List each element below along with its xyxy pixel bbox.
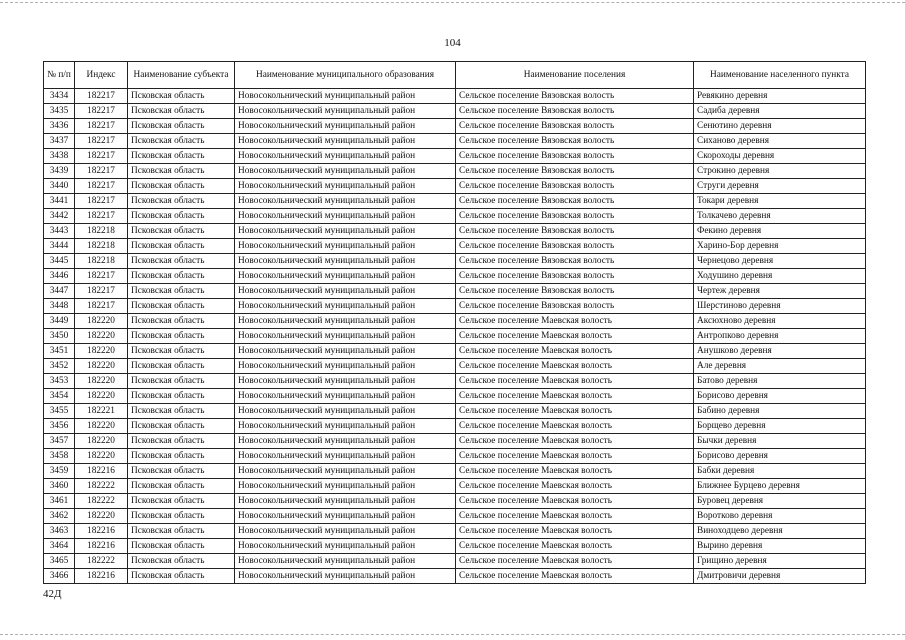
column-header-subject: Наименование субъекта bbox=[128, 62, 235, 89]
municipality-name: Новосокольнический муниципальный район bbox=[235, 509, 456, 524]
row-number: 3451 bbox=[44, 344, 75, 359]
locality-name: Струги деревня bbox=[694, 179, 866, 194]
table-row bbox=[44, 569, 866, 584]
locality-name: Ближнее Бурцево деревня bbox=[694, 479, 866, 494]
table-row bbox=[44, 149, 866, 164]
table-row bbox=[44, 449, 866, 464]
table-row bbox=[44, 554, 866, 569]
row-number: 3440 bbox=[44, 179, 75, 194]
locality-name: Чернецово деревня bbox=[694, 254, 866, 269]
table-row bbox=[44, 374, 866, 389]
row-number: 3449 bbox=[44, 314, 75, 329]
table-row bbox=[44, 479, 866, 494]
subject-name: Псковская область bbox=[128, 299, 235, 314]
municipality-name: Новосокольнический муниципальный район bbox=[235, 134, 456, 149]
settlement-name: Сельское поселение Вязовская волость bbox=[456, 254, 694, 269]
table-row bbox=[44, 344, 866, 359]
locality-name: Шерстиново деревня bbox=[694, 299, 866, 314]
subject-name: Псковская область bbox=[128, 404, 235, 419]
postal-index: 182218 bbox=[75, 239, 128, 254]
table-header-row bbox=[44, 62, 866, 89]
subject-name: Псковская область bbox=[128, 209, 235, 224]
locality-name: Токари деревня bbox=[694, 194, 866, 209]
row-number: 3461 bbox=[44, 494, 75, 509]
locality-name: Анушково деревня bbox=[694, 344, 866, 359]
row-number: 3464 bbox=[44, 539, 75, 554]
column-header-number: № п/п bbox=[44, 62, 75, 89]
locality-name: Ходушино деревня bbox=[694, 269, 866, 284]
municipality-name: Новосокольнический муниципальный район bbox=[235, 449, 456, 464]
postal-index: 182222 bbox=[75, 494, 128, 509]
municipality-name: Новосокольнический муниципальный район bbox=[235, 254, 456, 269]
row-number: 3443 bbox=[44, 224, 75, 239]
column-header-settlement: Наименование поселения bbox=[456, 62, 694, 89]
row-number: 3439 bbox=[44, 164, 75, 179]
locality-name: Грищино деревня bbox=[694, 554, 866, 569]
locality-name: Батово деревня bbox=[694, 374, 866, 389]
locality-name: Харино-Бор деревня bbox=[694, 239, 866, 254]
row-number: 3460 bbox=[44, 479, 75, 494]
subject-name: Псковская область bbox=[128, 284, 235, 299]
municipality-name: Новосокольнический муниципальный район bbox=[235, 359, 456, 374]
settlement-name: Сельское поселение Вязовская волость bbox=[456, 119, 694, 134]
row-number: 3462 bbox=[44, 509, 75, 524]
settlement-name: Сельское поселение Маевская волость bbox=[456, 449, 694, 464]
municipality-name: Новосокольнический муниципальный район bbox=[235, 329, 456, 344]
table-row bbox=[44, 104, 866, 119]
settlement-name: Сельское поселение Вязовская волость bbox=[456, 149, 694, 164]
postal-index: 182222 bbox=[75, 554, 128, 569]
table-row bbox=[44, 524, 866, 539]
settlement-name: Сельское поселение Вязовская волость bbox=[456, 179, 694, 194]
municipality-name: Новосокольнический муниципальный район bbox=[235, 524, 456, 539]
table-row bbox=[44, 434, 866, 449]
page-number: 104 bbox=[444, 37, 461, 49]
municipality-name: Новосокольнический муниципальный район bbox=[235, 494, 456, 509]
table-body bbox=[44, 89, 866, 584]
table-row bbox=[44, 539, 866, 554]
postal-index: 182216 bbox=[75, 569, 128, 584]
subject-name: Псковская область bbox=[128, 254, 235, 269]
locality-name: Воротково деревня bbox=[694, 509, 866, 524]
scan-edge-bottom bbox=[0, 634, 905, 635]
locality-name: Але деревня bbox=[694, 359, 866, 374]
subject-name: Псковская область bbox=[128, 179, 235, 194]
settlement-name: Сельское поселение Вязовская волость bbox=[456, 269, 694, 284]
postal-index: 182216 bbox=[75, 539, 128, 554]
municipality-name: Новосокольнический муниципальный район bbox=[235, 284, 456, 299]
subject-name: Псковская область bbox=[128, 329, 235, 344]
scan-edge-top bbox=[0, 2, 905, 3]
subject-name: Псковская область bbox=[128, 224, 235, 239]
table-row bbox=[44, 359, 866, 374]
row-number: 3459 bbox=[44, 464, 75, 479]
subject-name: Псковская область bbox=[128, 434, 235, 449]
settlement-name: Сельское поселение Маевская волость bbox=[456, 314, 694, 329]
row-number: 3436 bbox=[44, 119, 75, 134]
row-number: 3466 bbox=[44, 569, 75, 584]
row-number: 3465 bbox=[44, 554, 75, 569]
table-row bbox=[44, 224, 866, 239]
locality-name: Буровец деревня bbox=[694, 494, 866, 509]
postal-index: 182222 bbox=[75, 479, 128, 494]
row-number: 3448 bbox=[44, 299, 75, 314]
row-number: 3454 bbox=[44, 389, 75, 404]
row-number: 3456 bbox=[44, 419, 75, 434]
settlement-name: Сельское поселение Маевская волость bbox=[456, 524, 694, 539]
subject-name: Псковская область bbox=[128, 164, 235, 179]
settlement-name: Сельское поселение Вязовская волость bbox=[456, 164, 694, 179]
table-row bbox=[44, 239, 866, 254]
table-row bbox=[44, 389, 866, 404]
locality-name: Виноходцево деревня bbox=[694, 524, 866, 539]
postal-index: 182217 bbox=[75, 164, 128, 179]
row-number: 3450 bbox=[44, 329, 75, 344]
table-row bbox=[44, 314, 866, 329]
subject-name: Псковская область bbox=[128, 314, 235, 329]
column-header-locality: Наименование населенного пункта bbox=[694, 62, 866, 89]
settlement-name: Сельское поселение Маевская волость bbox=[456, 494, 694, 509]
settlement-name: Сельское поселение Маевская волость bbox=[456, 389, 694, 404]
postal-index: 182217 bbox=[75, 179, 128, 194]
subject-name: Псковская область bbox=[128, 104, 235, 119]
table-row bbox=[44, 134, 866, 149]
subject-name: Псковская область bbox=[128, 464, 235, 479]
locality-name: Борисово деревня bbox=[694, 389, 866, 404]
municipality-name: Новосокольнический муниципальный район bbox=[235, 164, 456, 179]
municipality-name: Новосокольнический муниципальный район bbox=[235, 374, 456, 389]
postal-index: 182220 bbox=[75, 434, 128, 449]
municipality-name: Новосокольнический муниципальный район bbox=[235, 149, 456, 164]
municipality-name: Новосокольнический муниципальный район bbox=[235, 569, 456, 584]
table-row bbox=[44, 209, 866, 224]
postal-index: 182220 bbox=[75, 344, 128, 359]
subject-name: Псковская область bbox=[128, 449, 235, 464]
postal-index: 182217 bbox=[75, 194, 128, 209]
table-row bbox=[44, 269, 866, 284]
table-row bbox=[44, 164, 866, 179]
municipality-name: Новосокольнический муниципальный район bbox=[235, 539, 456, 554]
municipality-name: Новосокольнический муниципальный район bbox=[235, 104, 456, 119]
settlement-name: Сельское поселение Вязовская волость bbox=[456, 134, 694, 149]
subject-name: Псковская область bbox=[128, 494, 235, 509]
municipality-name: Новосокольнический муниципальный район bbox=[235, 419, 456, 434]
municipality-name: Новосокольнический муниципальный район bbox=[235, 224, 456, 239]
postal-index: 182217 bbox=[75, 269, 128, 284]
postal-index: 182218 bbox=[75, 254, 128, 269]
postal-index: 182217 bbox=[75, 104, 128, 119]
postal-index: 182220 bbox=[75, 359, 128, 374]
row-number: 3457 bbox=[44, 434, 75, 449]
municipality-name: Новосокольнический муниципальный район bbox=[235, 239, 456, 254]
table-row bbox=[44, 404, 866, 419]
subject-name: Псковская область bbox=[128, 149, 235, 164]
locality-name: Сенютино деревня bbox=[694, 119, 866, 134]
municipality-name: Новосокольнический муниципальный район bbox=[235, 314, 456, 329]
subject-name: Псковская область bbox=[128, 419, 235, 434]
table-row bbox=[44, 509, 866, 524]
settlement-name: Сельское поселение Маевская волость bbox=[456, 374, 694, 389]
postal-index: 182217 bbox=[75, 209, 128, 224]
settlement-name: Сельское поселение Маевская волость bbox=[456, 479, 694, 494]
subject-name: Псковская область bbox=[128, 134, 235, 149]
postal-index: 182216 bbox=[75, 464, 128, 479]
municipality-name: Новосокольнический муниципальный район bbox=[235, 389, 456, 404]
settlement-name: Сельское поселение Маевская волость bbox=[456, 419, 694, 434]
table-row bbox=[44, 419, 866, 434]
subject-name: Псковская область bbox=[128, 554, 235, 569]
locality-name: Фекино деревня bbox=[694, 224, 866, 239]
subject-name: Псковская область bbox=[128, 569, 235, 584]
locality-name: Аксюхново деревня bbox=[694, 314, 866, 329]
settlement-name: Сельское поселение Вязовская волость bbox=[456, 224, 694, 239]
subject-name: Псковская область bbox=[128, 524, 235, 539]
postal-index: 182220 bbox=[75, 509, 128, 524]
postal-index: 182216 bbox=[75, 524, 128, 539]
settlement-name: Сельское поселение Маевская волость bbox=[456, 434, 694, 449]
settlements-table bbox=[43, 61, 866, 584]
footer-code: 42Д bbox=[43, 588, 62, 600]
column-header-index: Индекс bbox=[75, 62, 128, 89]
locality-name: Садиба деревня bbox=[694, 104, 866, 119]
settlement-name: Сельское поселение Вязовская волость bbox=[456, 239, 694, 254]
row-number: 3434 bbox=[44, 89, 75, 104]
row-number: 3458 bbox=[44, 449, 75, 464]
municipality-name: Новосокольнический муниципальный район bbox=[235, 344, 456, 359]
subject-name: Псковская область bbox=[128, 374, 235, 389]
row-number: 3444 bbox=[44, 239, 75, 254]
postal-index: 182217 bbox=[75, 149, 128, 164]
table-row bbox=[44, 179, 866, 194]
settlement-name: Сельское поселение Вязовская волость bbox=[456, 194, 694, 209]
settlement-name: Сельское поселение Маевская волость bbox=[456, 539, 694, 554]
municipality-name: Новосокольнический муниципальный район bbox=[235, 479, 456, 494]
locality-name: Борщево деревня bbox=[694, 419, 866, 434]
postal-index: 182221 bbox=[75, 404, 128, 419]
subject-name: Псковская область bbox=[128, 239, 235, 254]
locality-name: Сиханово деревня bbox=[694, 134, 866, 149]
row-number: 3447 bbox=[44, 284, 75, 299]
locality-name: Бабки деревня bbox=[694, 464, 866, 479]
subject-name: Псковская область bbox=[128, 119, 235, 134]
table-row bbox=[44, 494, 866, 509]
column-header-municipality: Наименование муниципального образования bbox=[235, 62, 456, 89]
postal-index: 182220 bbox=[75, 449, 128, 464]
table-row bbox=[44, 194, 866, 209]
locality-name: Дмитровичи деревня bbox=[694, 569, 866, 584]
subject-name: Псковская область bbox=[128, 89, 235, 104]
row-number: 3442 bbox=[44, 209, 75, 224]
settlement-name: Сельское поселение Маевская волость bbox=[456, 569, 694, 584]
settlement-name: Сельское поселение Вязовская волость bbox=[456, 89, 694, 104]
postal-index: 182220 bbox=[75, 389, 128, 404]
postal-index: 182220 bbox=[75, 419, 128, 434]
settlement-name: Сельское поселение Маевская волость bbox=[456, 509, 694, 524]
subject-name: Псковская область bbox=[128, 359, 235, 374]
row-number: 3441 bbox=[44, 194, 75, 209]
table-row bbox=[44, 254, 866, 269]
subject-name: Псковская область bbox=[128, 479, 235, 494]
locality-name: Ревякино деревня bbox=[694, 89, 866, 104]
municipality-name: Новосокольнический муниципальный район bbox=[235, 404, 456, 419]
row-number: 3455 bbox=[44, 404, 75, 419]
postal-index: 182218 bbox=[75, 224, 128, 239]
postal-index: 182217 bbox=[75, 119, 128, 134]
settlement-name: Сельское поселение Вязовская волость bbox=[456, 104, 694, 119]
table-row bbox=[44, 464, 866, 479]
municipality-name: Новосокольнический муниципальный район bbox=[235, 299, 456, 314]
postal-index: 182220 bbox=[75, 314, 128, 329]
locality-name: Строкино деревня bbox=[694, 164, 866, 179]
locality-name: Бабино деревня bbox=[694, 404, 866, 419]
locality-name: Толкачево деревня bbox=[694, 209, 866, 224]
locality-name: Вырино деревня bbox=[694, 539, 866, 554]
municipality-name: Новосокольнический муниципальный район bbox=[235, 434, 456, 449]
locality-name: Антропково деревня bbox=[694, 329, 866, 344]
table-row bbox=[44, 119, 866, 134]
settlement-name: Сельское поселение Маевская волость bbox=[456, 404, 694, 419]
row-number: 3437 bbox=[44, 134, 75, 149]
settlement-name: Сельское поселение Маевская волость bbox=[456, 329, 694, 344]
locality-name: Скороходы деревня bbox=[694, 149, 866, 164]
row-number: 3435 bbox=[44, 104, 75, 119]
settlement-name: Сельское поселение Вязовская волость bbox=[456, 209, 694, 224]
postal-index: 182217 bbox=[75, 89, 128, 104]
municipality-name: Новосокольнический муниципальный район bbox=[235, 194, 456, 209]
locality-name: Бычки деревня bbox=[694, 434, 866, 449]
subject-name: Псковская область bbox=[128, 344, 235, 359]
table-row bbox=[44, 329, 866, 344]
row-number: 3452 bbox=[44, 359, 75, 374]
settlement-name: Сельское поселение Маевская волость bbox=[456, 464, 694, 479]
municipality-name: Новосокольнический муниципальный район bbox=[235, 89, 456, 104]
table-row bbox=[44, 299, 866, 314]
postal-index: 182220 bbox=[75, 374, 128, 389]
settlement-name: Сельское поселение Маевская волость bbox=[456, 344, 694, 359]
postal-index: 182217 bbox=[75, 284, 128, 299]
settlement-name: Сельское поселение Вязовская волость bbox=[456, 284, 694, 299]
subject-name: Псковская область bbox=[128, 194, 235, 209]
subject-name: Псковская область bbox=[128, 509, 235, 524]
subject-name: Псковская область bbox=[128, 269, 235, 284]
subject-name: Псковская область bbox=[128, 389, 235, 404]
municipality-name: Новосокольнический муниципальный район bbox=[235, 464, 456, 479]
settlement-name: Сельское поселение Маевская волость bbox=[456, 359, 694, 374]
postal-index: 182217 bbox=[75, 299, 128, 314]
municipality-name: Новосокольнический муниципальный район bbox=[235, 269, 456, 284]
postal-index: 182217 bbox=[75, 134, 128, 149]
subject-name: Псковская область bbox=[128, 539, 235, 554]
municipality-name: Новосокольнический муниципальный район bbox=[235, 554, 456, 569]
table-row bbox=[44, 284, 866, 299]
municipality-name: Новосокольнический муниципальный район bbox=[235, 209, 456, 224]
municipality-name: Новосокольнический муниципальный район bbox=[235, 119, 456, 134]
locality-name: Борисово деревня bbox=[694, 449, 866, 464]
row-number: 3438 bbox=[44, 149, 75, 164]
row-number: 3463 bbox=[44, 524, 75, 539]
row-number: 3445 bbox=[44, 254, 75, 269]
table-row bbox=[44, 89, 866, 104]
settlement-name: Сельское поселение Маевская волость bbox=[456, 554, 694, 569]
locality-name: Чертеж деревня bbox=[694, 284, 866, 299]
row-number: 3453 bbox=[44, 374, 75, 389]
row-number: 3446 bbox=[44, 269, 75, 284]
municipality-name: Новосокольнический муниципальный район bbox=[235, 179, 456, 194]
postal-index: 182220 bbox=[75, 329, 128, 344]
settlement-name: Сельское поселение Вязовская волость bbox=[456, 299, 694, 314]
